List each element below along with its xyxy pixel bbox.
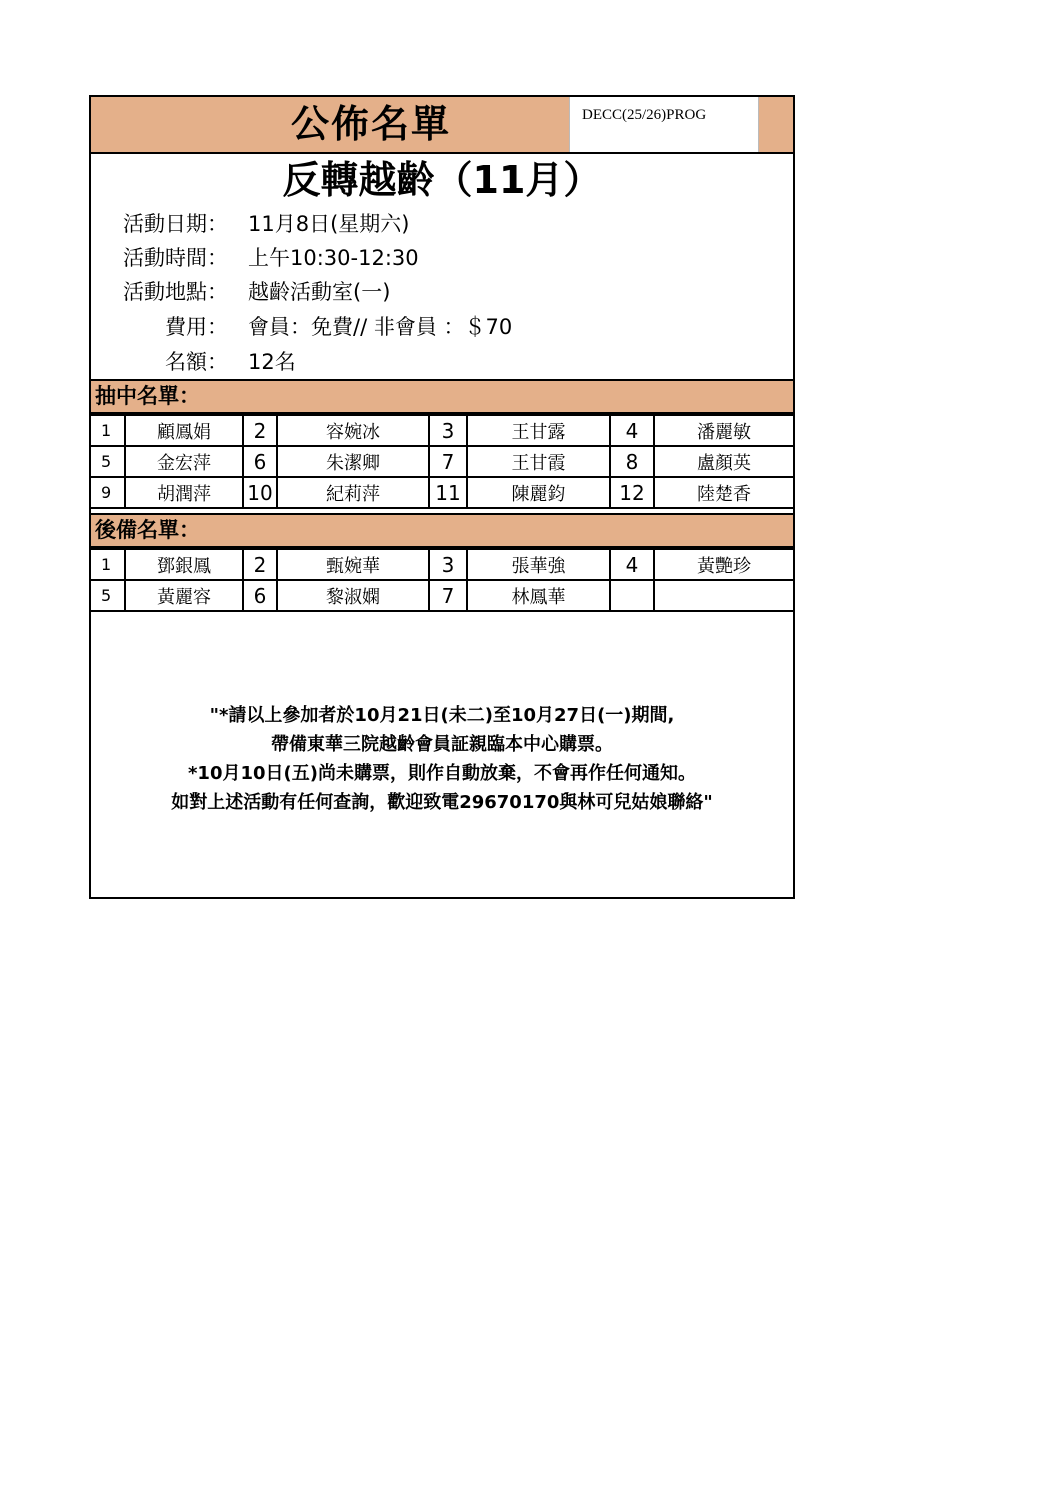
- waitlist-table: [91, 548, 793, 612]
- entry-name: 黃艷珍: [654, 549, 793, 580]
- entry-name: 朱潔卿: [277, 446, 429, 477]
- entry-number: 7: [429, 580, 467, 611]
- entry-number: 3: [429, 549, 467, 580]
- entry-name: 甄婉華: [277, 549, 429, 580]
- info-value: 11月8日(星期六): [248, 212, 410, 236]
- entry-number: 9: [91, 477, 125, 508]
- entry-number: 2: [243, 415, 277, 446]
- table-row: [91, 549, 793, 580]
- entry-number: 5: [91, 580, 125, 611]
- notice-line: 如對上述活動有任何查詢，歡迎致電29670170與林可兒姑娘聯絡": [171, 792, 713, 813]
- page-title: 公佈名單: [290, 102, 451, 146]
- entry-name: 金宏萍: [125, 446, 243, 477]
- entry-name: 容婉冰: [277, 415, 429, 446]
- info-value: 會員：免費// 非會員 ：＄70: [248, 315, 513, 339]
- entry-name: 鄧銀鳳: [125, 549, 243, 580]
- entry-number: 7: [429, 446, 467, 477]
- entry-name: 胡潤萍: [125, 477, 243, 508]
- entry-name: 陸楚香: [654, 477, 793, 508]
- info-label: 名額：: [165, 350, 228, 374]
- entry-number: 2: [243, 549, 277, 580]
- entry-number: 4: [610, 415, 654, 446]
- info-label: 活動地點：: [123, 280, 228, 304]
- entry-name: 林鳳華: [467, 580, 610, 611]
- entry-name: 王甘霞: [467, 446, 610, 477]
- notice-line: "*請以上參加者於10月21日(未二)至10月27日(一)期間,: [209, 705, 675, 726]
- entry-number: 1: [91, 549, 125, 580]
- entry-name: 王甘露: [467, 415, 610, 446]
- info-value: 上午10:30-12:30: [248, 246, 419, 270]
- info-fee: [91, 310, 793, 344]
- drawn-list-heading: 抽中名單：: [91, 379, 793, 414]
- entry-number: 3: [429, 415, 467, 446]
- waitlist-heading: 後備名單：: [91, 513, 793, 548]
- entry-number: 11: [429, 477, 467, 508]
- entry-name: 黎淑嫻: [277, 580, 429, 611]
- notice-line: 帶備東華三院越齡會員証親臨本中心購票。: [271, 734, 613, 755]
- info-time: [91, 241, 793, 275]
- entry-name: 陳麗鈞: [467, 477, 610, 508]
- entry-number: 12: [610, 477, 654, 508]
- table-row: [91, 580, 793, 611]
- notice-line: *10月10日(五)尚未購票，則作自動放棄，不會再作任何通知。: [188, 763, 696, 784]
- table-row: [91, 477, 793, 508]
- entry-name: 張華強: [467, 549, 610, 580]
- entry-name: [654, 580, 793, 611]
- table-row: [91, 446, 793, 477]
- notice-sheet: [89, 95, 795, 899]
- info-label: 費用：: [165, 315, 228, 339]
- entry-number: 5: [91, 446, 125, 477]
- header-band: [91, 97, 793, 154]
- entry-number: 1: [91, 415, 125, 446]
- info-quota: [91, 345, 793, 379]
- purchase-notice: [91, 701, 793, 817]
- entry-name: 黃麗容: [125, 580, 243, 611]
- info-label: 活動日期：: [123, 212, 228, 236]
- entry-number: 8: [610, 446, 654, 477]
- entry-name: 顧鳳娟: [125, 415, 243, 446]
- info-date: [91, 207, 793, 241]
- info-value: 越齡活動室(一): [248, 280, 391, 304]
- entry-name: 紀莉萍: [277, 477, 429, 508]
- entry-number: 4: [610, 549, 654, 580]
- entry-number: 6: [243, 446, 277, 477]
- entry-number: 6: [243, 580, 277, 611]
- entry-name: 潘麗敏: [654, 415, 793, 446]
- table-row: [91, 415, 793, 446]
- drawn-list-table: [91, 414, 793, 509]
- entry-number: [610, 580, 654, 611]
- entry-name: 盧顏英: [654, 446, 793, 477]
- info-venue: [91, 275, 793, 309]
- entry-number: 10: [243, 477, 277, 508]
- info-label: 活動時間：: [123, 246, 228, 270]
- document-code: DECC(25/26)PROG: [569, 97, 759, 152]
- activity-title: 反轉越齡（11月）: [282, 158, 602, 202]
- info-value: 12名: [248, 350, 296, 374]
